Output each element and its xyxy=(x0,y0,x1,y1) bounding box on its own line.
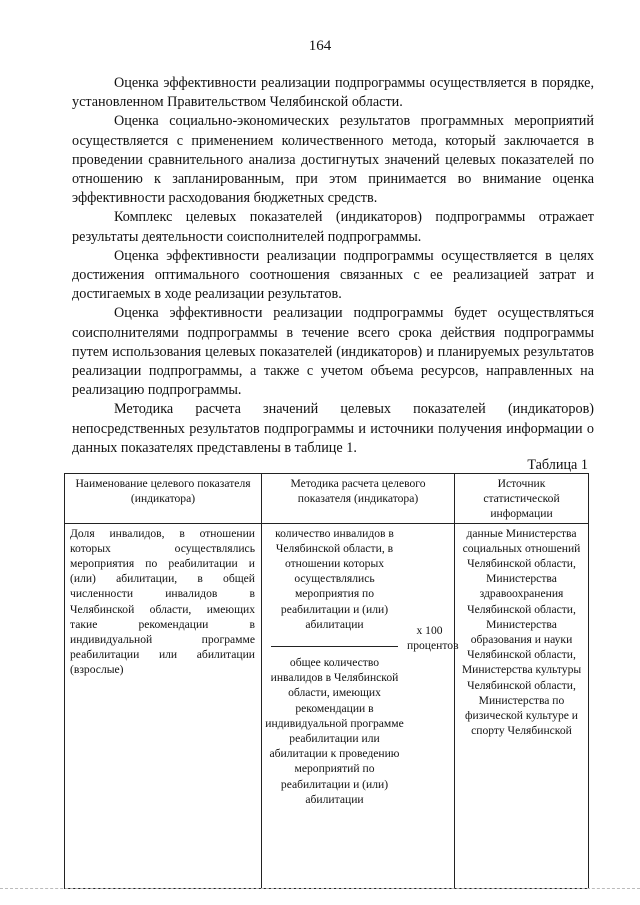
paragraph: Оценка эффективности реализации подпрограммы осуществляется в порядке, установленном Правительством Челябинской области. xyxy=(72,75,594,111)
page-bottom-divider xyxy=(0,888,640,889)
fraction-line xyxy=(271,646,398,647)
paragraph: Оценка эффективности реализации подпрограммы будет осуществляться соисполнителями подпрограммы в течение всего срока действия подпрограммы путем использования целевых показателей (индикаторов) и планируемых результатов реализации подпрограммы, а также с учетом объема ресурсов, направленных на реализацию подпрограммы. xyxy=(72,305,594,399)
formula-denominator: общее количество инвалидов в Челябинской области, имеющих рекомендации в индивидуальной программе реабилитации или абилитации к проведению мероприятий по реабилитации и (или) абилитации xyxy=(265,656,404,806)
table-caption: Таблица 1 xyxy=(527,457,588,473)
indicator-name-cell: Доля инвалидов, в отношении которых осуществлялись мероприятия по реабилитации и (или) абилитации, в общей численности инвалидов в Челябинской области, имеющих такие рекомендации в индивидуальной программе реабилитации или абилитации (взрослые) xyxy=(65,523,262,888)
paragraph: Методика расчета значений целевых показателей (индикаторов) непосредственных результатов подпрограммы и источники получения информации о данных показателях представлены в таблице 1. xyxy=(72,401,594,456)
formula-numerator: количество инвалидов в Челябинской области, в отношении которых осуществлялись мероприятия по реабилитации и (или) абилитации xyxy=(275,526,394,631)
indicators-table xyxy=(64,473,589,889)
fraction xyxy=(262,526,407,807)
calculation-method-cell xyxy=(262,523,459,888)
paragraph: Оценка социально-экономических результатов программных мероприятий осуществляется с применением количественного метода, который заключается в проведении сравнительного анализа достигнутых значений целевых показателей по отношению к запланированным, при этом принимается во внимание оценка эффективности расходования бюджетных средств. xyxy=(72,113,594,207)
formula-multiplier: х 100 процентов xyxy=(407,623,459,652)
table-row xyxy=(65,523,589,888)
table-header-row xyxy=(65,474,589,524)
header-information-source: Источник статистической информации xyxy=(455,474,589,524)
body-text xyxy=(72,74,594,458)
paragraph: Оценка эффективности реализации подпрограммы осуществляется в целях достижения оптимального соотношения связанных с ее реализацией затрат и достигаемых в ходе реализации результатов. xyxy=(72,247,594,303)
page-number: 164 xyxy=(308,38,332,54)
formula xyxy=(262,526,459,807)
paragraph: Комплекс целевых показателей (индикаторов) подпрограммы отражает результаты деятельности соисполнителей подпрограммы. xyxy=(72,209,594,245)
header-indicator-name: Наименование целевого показателя (индикатора) xyxy=(65,474,262,524)
information-source-cell: данные Министерства социальных отношений Челябинской области, Министерства здравоохранения Челябинской области, Министерства образования и науки Челябинской области, Министерства культуры Челябинской области, Министерства по физической культуре и спорту Челябинской xyxy=(455,523,589,888)
header-calculation-method: Методика расчета целевого показателя (индикатора) xyxy=(262,474,455,524)
